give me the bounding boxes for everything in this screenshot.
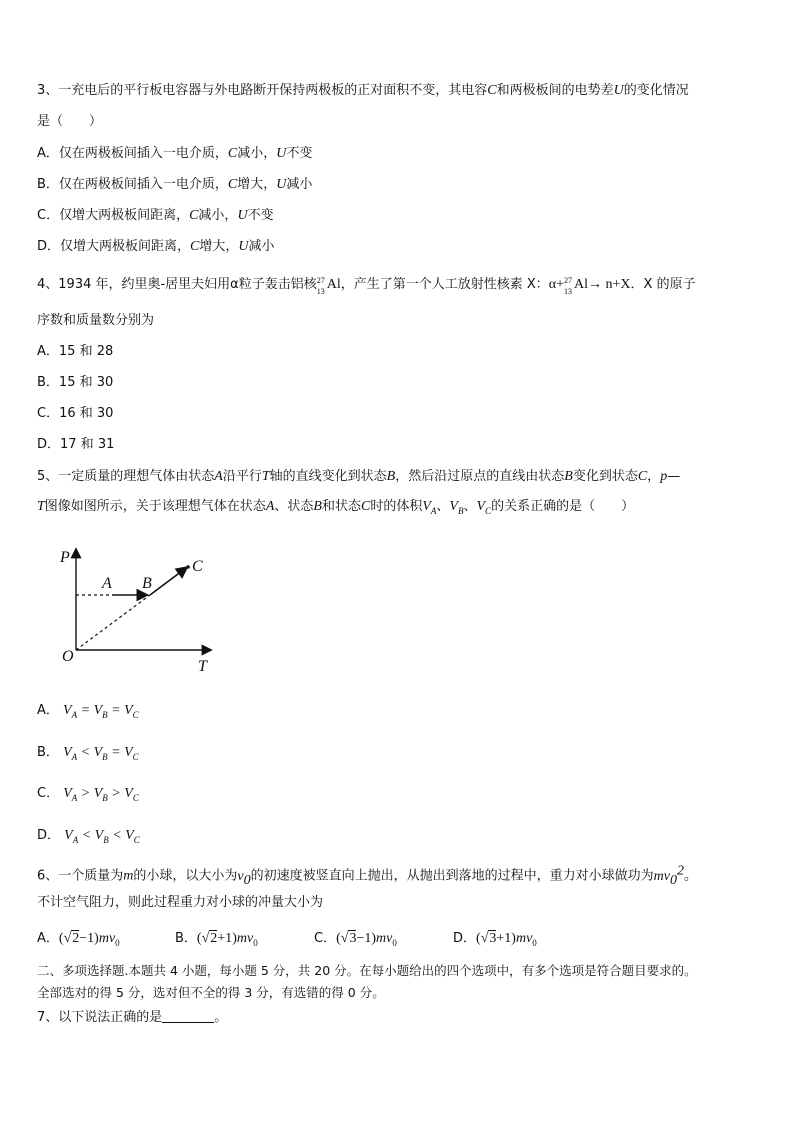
math-expr [63, 745, 139, 760]
q3-text: 的变化情况 [623, 83, 689, 98]
var-b: B [313, 499, 322, 514]
relation: = [111, 703, 121, 718]
var-v: V [93, 745, 103, 760]
q4-text: ．X 的原子 [630, 277, 696, 292]
q6-text: 的初速度被竖直向上抛出，从抛出到落地的过程中，重力对小球做功为 [250, 868, 654, 884]
var-v0: $v_0$ [237, 868, 251, 888]
q5-text: 轴的直线变化到状态 [269, 469, 387, 484]
q3-option-a[interactable] [37, 145, 312, 163]
label-a: A [102, 575, 112, 592]
q7-text: 。 [214, 1010, 228, 1025]
sign-term: −1 [356, 931, 372, 946]
q5-text: 时的体积 [370, 499, 423, 514]
option-label: A． [37, 931, 59, 946]
volume-c [476, 499, 491, 514]
atomic-number: 13 [564, 287, 573, 296]
option-label: B．仅在两极板间插入一电介质， [37, 177, 228, 192]
q5-text: 5、一定质量的理想气体由状态 [37, 469, 215, 484]
var-u: U [237, 208, 248, 223]
q3-stem-line1 [37, 82, 689, 100]
option-text: 增大， [199, 239, 239, 254]
var-v: V [93, 786, 103, 801]
var-a: A [214, 469, 223, 484]
dashed-line-o-to-b [76, 595, 150, 650]
q3-option-d[interactable] [37, 238, 275, 256]
al-nucleus-notation [316, 275, 327, 296]
var-u: U [276, 177, 287, 192]
relation: < [112, 828, 122, 843]
var-b: B [564, 469, 573, 484]
q5-stem-line2: T图像如图所示，关于该理想气体在状态A、状态B和状态C时的体积$V_A$、$V_B$、$V_C$的关系正确的是（ ） [37, 499, 635, 516]
q4-option-d[interactable]: D．17 和 31 [37, 437, 115, 452]
option-label: C．仅增大两极板间距离， [37, 208, 190, 223]
option-text: 减小， [198, 208, 238, 223]
label-t: T [198, 658, 207, 675]
math-expr: $(√3+1)mv_0$ [476, 931, 537, 948]
sub-a: A [71, 792, 78, 803]
relation: > [111, 786, 121, 801]
relation: = [80, 703, 91, 718]
var-t: T [261, 469, 270, 484]
root-value: 3 [349, 931, 357, 946]
q3-option-c[interactable] [37, 207, 274, 225]
sub-c: C [132, 751, 139, 762]
mass-number: 27 [316, 276, 325, 285]
var-u: U [238, 239, 249, 254]
q4-stem-line1 [37, 275, 696, 294]
q3-option-b[interactable] [37, 176, 312, 194]
q4-stem-line2: 序数和质量数分别为 [37, 313, 155, 328]
var-c: C [360, 499, 371, 514]
option-text: 不变 [286, 146, 313, 161]
al-nucleus-notation-eq [564, 275, 574, 296]
sub-b: B [102, 792, 108, 803]
sign-term: +1 [217, 931, 233, 946]
q5-text: 的关系正确的是（ ） [491, 499, 635, 514]
q3-text: 3、一充电后的平行板电容器与外电路断开保持两极板的正对面积不变，其电容 [37, 83, 488, 98]
var-v: V [422, 499, 431, 514]
label-o: O [62, 648, 74, 665]
math-expr: $(√3-1)mv_0$ [336, 931, 397, 948]
var-a: A [265, 499, 275, 514]
root-value: 2 [72, 931, 80, 946]
math-expr [64, 828, 140, 843]
option-text: 增大， [237, 177, 277, 192]
var-v: V [449, 499, 458, 514]
volume-a [422, 499, 436, 514]
var-u: U [276, 146, 287, 161]
var-u: U [613, 83, 624, 98]
q5-option-c[interactable] [37, 785, 139, 807]
relation: = [111, 745, 121, 760]
sub-a: A [72, 834, 79, 845]
q5-stem-line1 [37, 468, 680, 486]
var-c: C [637, 469, 648, 484]
q4-text: 4、1934 年，约里奥-居里夫妇用α粒子轰击铝核 [37, 277, 317, 292]
q4-option-c[interactable]: C．16 和 30 [37, 406, 114, 421]
label-c: C [192, 558, 203, 575]
sub-b: B [102, 751, 108, 762]
var-c: C [189, 208, 199, 223]
option-label: C． [314, 931, 337, 946]
var-v: V [124, 703, 133, 718]
section2-instruction-line1: 二、多项选择题.本题共 4 小题，每小题 5 分，共 20 分。在每小题给出的四个选项中，有多个选项是符合题目要求的。 [37, 963, 697, 978]
option-text: 减小， [237, 146, 277, 161]
label-b: B [142, 575, 152, 592]
q3-stem-line2: 是（ ） [37, 114, 103, 129]
var-p: p [660, 469, 668, 484]
var-c: C [487, 83, 497, 98]
q6-option-b[interactable] [175, 930, 258, 952]
q4-option-a[interactable]: A．15 和 28 [37, 344, 114, 359]
math-expr: $(√2-1)mv_0$ [58, 931, 120, 948]
answer-blank[interactable] [162, 1010, 214, 1023]
q6-option-c[interactable] [314, 930, 397, 952]
var-v: V [124, 745, 133, 760]
mass-number: 27 [564, 276, 573, 285]
var-v: v [237, 868, 244, 884]
equation-suffix: → n+X [588, 277, 631, 292]
q3-text: 和两极板间的电势差 [496, 83, 614, 98]
q6-text: 6、一个质量为 [37, 868, 124, 884]
sub-c: C [132, 709, 139, 720]
q5-text: ， [647, 469, 661, 484]
var-t: T [37, 499, 45, 514]
q6-text: 的小球，以大小为 [133, 868, 238, 884]
q5-text: ，然后沿过原点的直线由状态 [395, 469, 565, 484]
var-v: V [93, 703, 103, 718]
q5-text: — [667, 469, 681, 484]
q5-text: 变化到状态 [572, 469, 638, 484]
relation: < [80, 745, 91, 760]
sub-b: B [102, 709, 108, 720]
math-expr [63, 786, 139, 801]
var-m: m [123, 868, 134, 884]
q5-text: 和状态 [321, 499, 361, 514]
sign-term: −1 [79, 931, 95, 946]
sub-b: B [103, 834, 109, 845]
atomic-number: 13 [316, 287, 325, 296]
var-v: V [63, 703, 72, 718]
var-v: V [124, 786, 133, 801]
q6-option-d[interactable] [453, 930, 537, 952]
q5-option-d[interactable] [37, 827, 140, 849]
equation-prefix: α+ [548, 277, 565, 292]
relation: > [80, 786, 91, 801]
point-c [186, 565, 190, 569]
var-mv0-squared: $mv_0^2$ [653, 863, 684, 888]
label-p: P [60, 549, 70, 566]
sub-b: B [457, 505, 464, 516]
option-label: B． [37, 745, 59, 760]
option-text: 减小 [248, 239, 275, 254]
var-v: V [125, 828, 134, 843]
option-label: A． [37, 703, 59, 718]
var-c: C [190, 239, 200, 254]
al-symbol: Al [326, 277, 341, 292]
pt-diagram [52, 540, 222, 675]
option-label: D．仅增大两极板间距离， [37, 239, 191, 254]
q6-stem-line2: 不计空气阻力，则此过程重力对小球的冲量大小为 [37, 895, 324, 910]
path-b-to-c [150, 568, 186, 595]
option-label: C． [37, 786, 60, 801]
var-c: C [227, 177, 238, 192]
option-label: B． [175, 931, 197, 946]
root-value: 3 [489, 931, 497, 946]
q6-stem-line1 [37, 862, 697, 889]
option-label: D． [453, 931, 477, 946]
section2-instruction-line2: 全部选对的得 5 分，选对但不全的得 3 分，有选错的得 0 分。 [37, 985, 385, 1000]
option-text: 不变 [247, 208, 274, 223]
var-v: V [63, 786, 72, 801]
var-mv: mv [653, 868, 670, 884]
al-symbol: Al [574, 277, 589, 292]
q5-option-a[interactable] [37, 702, 139, 724]
sub-c: C [485, 505, 492, 516]
var-v: V [476, 499, 486, 514]
sub-a: A [430, 505, 437, 516]
q5-text: 沿平行 [222, 469, 262, 484]
sub-a: A [71, 751, 78, 762]
var-v: V [64, 828, 73, 843]
math-expr [63, 703, 139, 718]
q6-option-a[interactable] [37, 930, 120, 952]
sign-term: +1 [496, 931, 512, 946]
q7-stem [37, 1009, 227, 1027]
math-expr: $(√2+1)mv_0$ [196, 931, 258, 948]
sub-c: C [132, 792, 139, 803]
q5-text: 图像如图所示，关于该理想气体在状态 [44, 499, 266, 514]
var-v: V [63, 745, 72, 760]
volume-b [449, 499, 463, 514]
q5-option-b[interactable] [37, 744, 139, 766]
q4-text: ，产生了第一个人工放射性核素 X： [340, 277, 549, 292]
root-value: 2 [210, 931, 218, 946]
option-text: 减小 [286, 177, 313, 192]
sub-a: A [71, 709, 78, 720]
q7-text: 7、以下说法正确的是 [37, 1010, 163, 1025]
var-c: C [227, 146, 238, 161]
q4-option-b[interactable]: B．15 和 30 [37, 375, 114, 390]
var-v: V [94, 828, 104, 843]
sub-c: C [133, 834, 140, 845]
q6-text: 。 [683, 868, 697, 884]
option-label: A．仅在两极板间插入一电介质， [37, 146, 228, 161]
option-label: D． [37, 828, 61, 843]
relation: < [81, 828, 92, 843]
q5-text: 、状态 [274, 499, 314, 514]
var-b: B [386, 469, 396, 484]
